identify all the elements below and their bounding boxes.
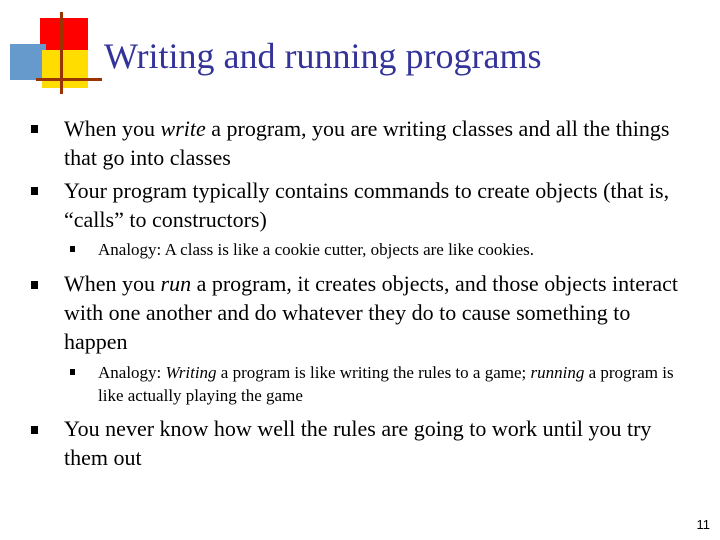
sub-bullet-marker (70, 369, 75, 375)
bullet-run-program: When you run a program, it creates objects, and those objects interact with one another and do whatever they do to cause something to happen (64, 271, 678, 354)
page-number: 11 (696, 517, 710, 532)
slide-title: Writing and running programs (104, 36, 542, 76)
bullet-marker (31, 426, 38, 434)
sub-bullet-cookie-analogy: Analogy: A class is like a cookie cutter, objects are like cookies. (98, 240, 534, 259)
bullet-write-program: When you write a program, you are writing classes and all the things that go into classes (64, 116, 670, 170)
bullet-program-contains: Your program typically contains commands to create objects (that is, “calls” to constructors) (64, 178, 670, 232)
bullet-marker (31, 125, 38, 133)
decorative-logo (0, 0, 100, 100)
bullet-never-know: You never know how well the rules are going to work until you try them out (64, 416, 652, 470)
sub-bullet-game-analogy: Analogy: Writing a program is like writing the rules to a game; running a program is like actually playing the game (98, 363, 674, 405)
bullet-marker (31, 187, 38, 195)
sub-bullet-marker (70, 246, 75, 252)
bullet-marker (31, 281, 38, 289)
